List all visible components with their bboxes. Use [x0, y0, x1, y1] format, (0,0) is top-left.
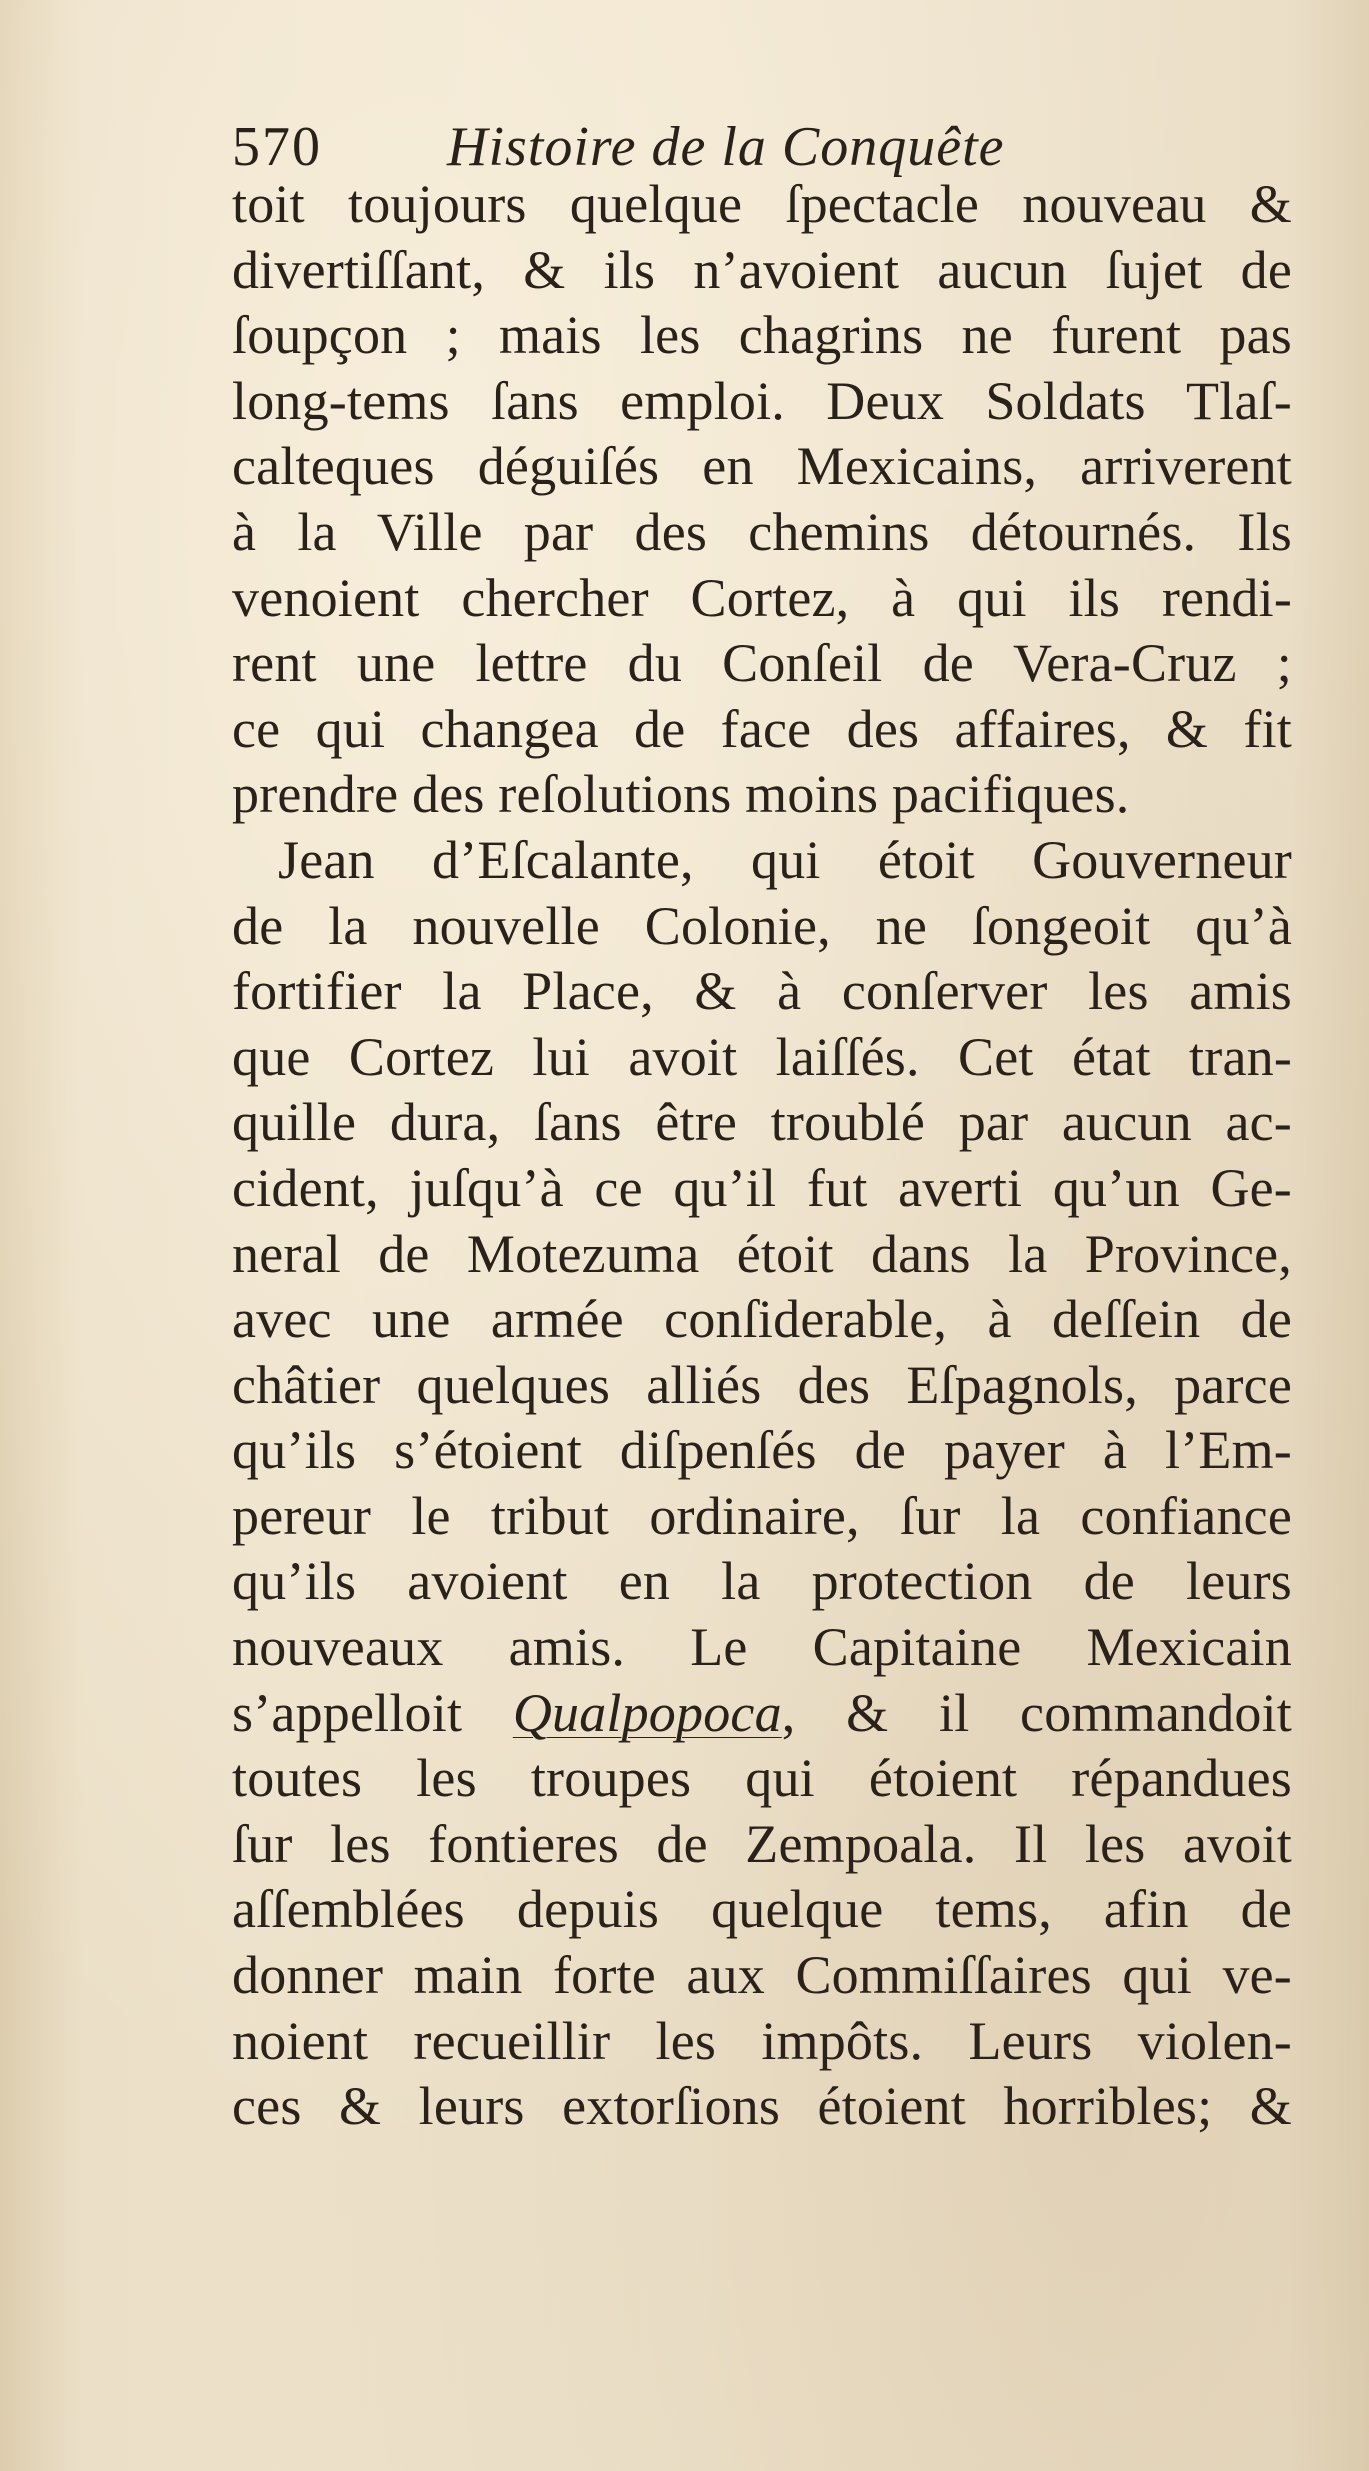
captain-name: Qualpopoca: [512, 1682, 782, 1743]
text-line: cident, juſqu’à ce qu’il fut averti qu’un Ge-: [232, 1157, 1292, 1218]
text-line-with-name: [232, 1681, 1292, 1747]
text-line: rent une lettre du Conſeil de Vera-Cruz ;: [232, 633, 1292, 694]
text-line: nouveaux amis. Le Capitaine Mexicain: [232, 1617, 1292, 1678]
text-line: aſſemblées depuis quelque tems, afin de: [232, 1879, 1292, 1940]
text-line: avec une armée conſiderable, à deſſein de: [232, 1289, 1292, 1350]
text-line: Jean d’Eſcalante, qui étoit Gouverneur: [278, 829, 1292, 890]
text-line: ce qui changea de face des affaires, & fit: [232, 698, 1292, 759]
text-line: long-tems ſans emploi. Deux Soldats Tlaſ-: [232, 370, 1292, 431]
text-line: venoient chercher Cortez, à qui ils rendi-: [232, 567, 1292, 628]
text-line: divertiſſant, & ils n’avoient aucun ſujet de: [232, 239, 1292, 300]
text-line: ſur les fontieres de Zempoala. Il les avoit: [232, 1813, 1292, 1874]
text-line: toit toujours quelque ſpectacle nouveau &: [232, 174, 1292, 234]
text-line: fortifier la Place, & à conſerver les amis: [232, 961, 1292, 1022]
text-line: de la nouvelle Colonie, ne ſongeoit qu’à: [232, 895, 1292, 956]
text-line: qu’ils s’étoient diſpenſés de payer à l’Em-: [232, 1420, 1292, 1481]
text-line: ſoupçon ; mais les chagrins ne furent pas: [232, 305, 1292, 366]
text-line: à la Ville par des chemins détournés. Ils: [232, 501, 1292, 562]
text-line: neral de Motezuma étoit dans la Province,: [232, 1223, 1292, 1284]
text-line: châtier quelques alliés des Eſpagnols, parce: [232, 1354, 1292, 1415]
text-line: donner main forte aux Commiſſaires qui ve-: [232, 1945, 1292, 2006]
text-line: pereur le tribut ordinaire, ſur la confiance: [232, 1485, 1292, 1546]
text-fragment: s’appelloit: [232, 1682, 513, 1743]
text-line: que Cortez lui avoit laiſſés. Cet état tran-: [232, 1026, 1292, 1087]
running-title: Histoire de la Conquête: [447, 116, 1005, 178]
text-fragment: , & il commandoit: [781, 1682, 1292, 1743]
text-line: prendre des reſolutions moins pacifiques.: [232, 764, 1130, 825]
text-line: toutes les troupes qui étoient répandues: [232, 1748, 1292, 1809]
text-line: calteques déguiſés en Mexicains, arriverent: [232, 436, 1292, 497]
text-line: noient recueillir les impôts. Leurs violen-: [232, 2010, 1292, 2071]
text-line: quille dura, ſans être troublé par aucun ac-: [232, 1092, 1292, 1153]
text-line: qu’ils avoient en la protection de leurs: [232, 1551, 1292, 1612]
body-text: [232, 172, 1292, 2140]
page-number: 570: [232, 116, 322, 178]
text-line: ces & leurs extorſions étoient horribles; &: [232, 2076, 1292, 2137]
